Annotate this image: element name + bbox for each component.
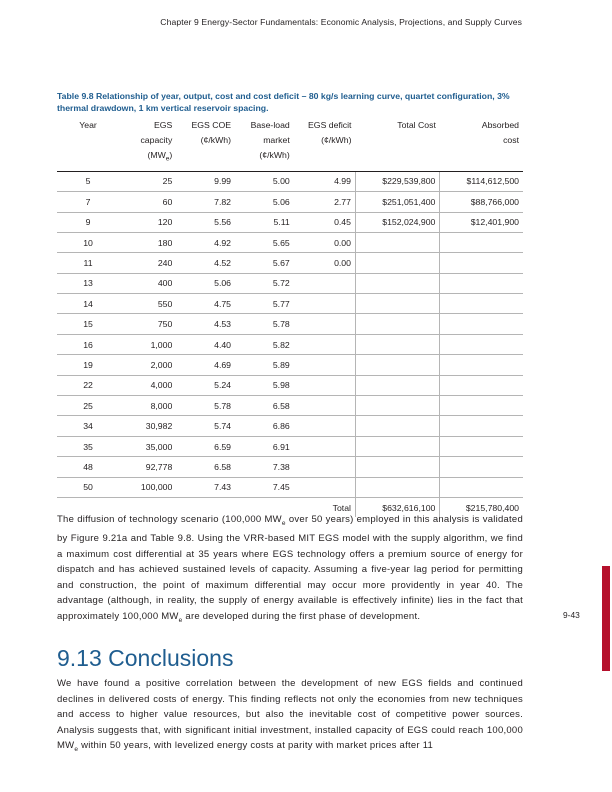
cell-year: 22	[57, 375, 119, 395]
cell-absorbed-cost	[440, 294, 523, 314]
cell-base-load: 5.67	[235, 253, 294, 273]
data-table	[57, 116, 523, 517]
table-row	[57, 232, 523, 252]
table-caption: Table 9.8 Relationship of year, output, cost and cost deficit – 80 kg/s learning curve, quartet configuration, 3% thermal drawdown, 1 km vertical reservoir spacing.	[57, 91, 510, 113]
cell-total-cost	[355, 253, 439, 273]
cell-year: 14	[57, 294, 119, 314]
table-row	[57, 273, 523, 293]
cell-year: 48	[57, 457, 119, 477]
cell-capacity: 2,000	[119, 355, 176, 375]
table-row	[57, 314, 523, 334]
cell-coe: 4.92	[176, 232, 235, 252]
cell-base-load: 5.11	[235, 212, 294, 232]
cell-capacity: 60	[119, 192, 176, 212]
cell-coe: 7.82	[176, 192, 235, 212]
cell-total-cost: $229,539,800	[355, 171, 439, 191]
cell-deficit	[294, 436, 356, 456]
cell-base-load: 5.82	[235, 334, 294, 354]
cell-capacity: 400	[119, 273, 176, 293]
page-number: 9-43	[563, 610, 580, 620]
header-deficit: EGS deficit (¢/kWh)	[294, 116, 356, 171]
cell-coe: 5.78	[176, 396, 235, 416]
table-row	[57, 457, 523, 477]
cell-total-cost: $251,051,400	[355, 192, 439, 212]
cell-capacity: 4,000	[119, 375, 176, 395]
cell-coe: 5.74	[176, 416, 235, 436]
total-cost-sum: $632,616,100	[355, 497, 439, 517]
cell-base-load: 5.89	[235, 355, 294, 375]
cell-coe: 5.24	[176, 375, 235, 395]
table-row	[57, 294, 523, 314]
cell-coe: 4.75	[176, 294, 235, 314]
cell-year: 7	[57, 192, 119, 212]
cell-total-cost	[355, 375, 439, 395]
cell-capacity: 35,000	[119, 436, 176, 456]
cell-absorbed-cost	[440, 232, 523, 252]
table-header-row	[57, 116, 523, 171]
cell-total-cost	[355, 457, 439, 477]
cell-year: 5	[57, 171, 119, 191]
cell-absorbed-cost	[440, 416, 523, 436]
table-body	[57, 171, 523, 517]
cell-deficit	[294, 314, 356, 334]
header-total-cost: Total Cost	[355, 116, 439, 171]
cell-absorbed-cost: $114,612,500	[440, 171, 523, 191]
table-row	[57, 396, 523, 416]
cell-capacity: 1,000	[119, 334, 176, 354]
table-row	[57, 334, 523, 354]
cell-absorbed-cost	[440, 477, 523, 497]
cell-absorbed-cost	[440, 375, 523, 395]
table-row	[57, 192, 523, 212]
cell-coe: 4.40	[176, 334, 235, 354]
total-label: Total	[332, 502, 351, 513]
cell-total-cost	[355, 294, 439, 314]
cell-deficit	[294, 334, 356, 354]
cell-absorbed-cost	[440, 314, 523, 334]
table-row	[57, 171, 523, 191]
cell-deficit	[294, 396, 356, 416]
cell-capacity: 25	[119, 171, 176, 191]
cell-total-cost	[355, 477, 439, 497]
running-header: Chapter 9 Energy-Sector Fundamentals: Economic Analysis, Projections, and Supply Curves	[160, 17, 522, 27]
cell-year: 11	[57, 253, 119, 273]
cell-coe: 4.69	[176, 355, 235, 375]
cell-coe: 6.58	[176, 457, 235, 477]
cell-capacity: 180	[119, 232, 176, 252]
chapter-side-tab	[602, 566, 610, 671]
cell-deficit: 2.77	[294, 192, 356, 212]
cell-absorbed-cost: $88,766,000	[440, 192, 523, 212]
header-year: Year	[57, 116, 119, 171]
section-heading: 9.13 Conclusions	[57, 645, 234, 671]
header-base-load: Base-load market (¢/kWh)	[235, 116, 294, 171]
cell-absorbed-cost	[440, 355, 523, 375]
cell-base-load: 5.06	[235, 192, 294, 212]
cell-base-load: 7.38	[235, 457, 294, 477]
cell-deficit	[294, 355, 356, 375]
cell-base-load: 5.77	[235, 294, 294, 314]
header-coe: EGS COE (¢/kWh)	[176, 116, 235, 171]
cell-coe: 5.56	[176, 212, 235, 232]
cell-absorbed-cost	[440, 396, 523, 416]
body-paragraph-diffusion: The diffusion of technology scenario (100,000 $MW_e$ over 50 years) employed in this analysis is validated by Figure 9.21a and Table 9.8. Using the VRR-based MIT EGS model with the supply algorithm, we find a maximum cost differential at 35 years where EGS technology offers a premium source of energy for dispatch and has achieved sustained levels of capacity. Assuming a five-year lag period for permitting and construction, the point of maximum differential may occur more providently in year 40. The advantage (although, in reality, the supply of energy available is effectively infinite) lies in the fact that approximately 100,000 $MW_e$ are developed during the first phase of development.	[57, 514, 523, 624]
table-row	[57, 375, 523, 395]
cell-absorbed-cost: $12,401,900	[440, 212, 523, 232]
header-absorbed-cost: Absorbed cost	[440, 116, 523, 171]
cell-total-cost	[355, 396, 439, 416]
table-row	[57, 355, 523, 375]
cell-coe: 4.53	[176, 314, 235, 334]
cell-year: 19	[57, 355, 119, 375]
cell-total-cost: $152,024,900	[355, 212, 439, 232]
header-capacity: EGS capacity $(MW_e)$	[119, 116, 176, 171]
cell-absorbed-cost	[440, 273, 523, 293]
cell-coe: 6.59	[176, 436, 235, 456]
body-paragraph-conclusions: We have found a positive correlation between the development of new EGS fields and continued declines in delivered costs of energy. This finding reflects not only the economies from new techniques and access to higher value resources, but also the inevitable cost of competitive power sources. Analysis suggests that, with significant initial investment, installed capacity of EGS could reach 100,000 $MW_e$ within 50 years, with levelized energy costs at parity with market prices after 11	[57, 678, 523, 753]
table-row	[57, 416, 523, 436]
cell-coe: 4.52	[176, 253, 235, 273]
cell-total-cost	[355, 314, 439, 334]
cell-capacity: 120	[119, 212, 176, 232]
cell-year: 25	[57, 396, 119, 416]
cell-base-load: 7.45	[235, 477, 294, 497]
cell-deficit	[294, 416, 356, 436]
cell-year: 15	[57, 314, 119, 334]
cell-year: 13	[57, 273, 119, 293]
cell-deficit	[294, 457, 356, 477]
table-row	[57, 477, 523, 497]
cell-absorbed-cost	[440, 436, 523, 456]
cell-capacity: 100,000	[119, 477, 176, 497]
cell-total-cost	[355, 232, 439, 252]
cell-total-cost	[355, 334, 439, 354]
cell-total-cost	[355, 355, 439, 375]
cell-deficit: 4.99	[294, 171, 356, 191]
cell-base-load: 5.78	[235, 314, 294, 334]
cell-deficit	[294, 375, 356, 395]
cell-base-load: 5.00	[235, 171, 294, 191]
cell-base-load: 6.58	[235, 396, 294, 416]
cell-year: 10	[57, 232, 119, 252]
cell-year: 50	[57, 477, 119, 497]
cell-absorbed-cost	[440, 253, 523, 273]
cell-year: 35	[57, 436, 119, 456]
cell-capacity: 550	[119, 294, 176, 314]
cell-deficit: 0.00	[294, 232, 356, 252]
cell-deficit	[294, 477, 356, 497]
cell-deficit	[294, 273, 356, 293]
cell-coe: 9.99	[176, 171, 235, 191]
cell-base-load: 6.86	[235, 416, 294, 436]
cell-absorbed-cost	[440, 457, 523, 477]
cell-year: 9	[57, 212, 119, 232]
cell-capacity: 30,982	[119, 416, 176, 436]
cell-coe: 7.43	[176, 477, 235, 497]
cell-capacity: 750	[119, 314, 176, 334]
cell-year: 16	[57, 334, 119, 354]
cell-total-cost	[355, 416, 439, 436]
cell-absorbed-cost	[440, 334, 523, 354]
table-row	[57, 253, 523, 273]
cell-capacity: 92,778	[119, 457, 176, 477]
cell-deficit	[294, 294, 356, 314]
cell-year: 34	[57, 416, 119, 436]
cell-base-load: 5.65	[235, 232, 294, 252]
table-row	[57, 212, 523, 232]
cell-base-load: 5.98	[235, 375, 294, 395]
cell-capacity: 8,000	[119, 396, 176, 416]
cell-base-load: 5.72	[235, 273, 294, 293]
cell-deficit: 0.45	[294, 212, 356, 232]
table-row	[57, 436, 523, 456]
cell-total-cost	[355, 273, 439, 293]
cell-base-load: 6.91	[235, 436, 294, 456]
cell-total-cost	[355, 436, 439, 456]
cell-coe: 5.06	[176, 273, 235, 293]
cell-deficit: 0.00	[294, 253, 356, 273]
cell-capacity: 240	[119, 253, 176, 273]
total-absorbed-sum: $215,780,400	[440, 497, 523, 517]
